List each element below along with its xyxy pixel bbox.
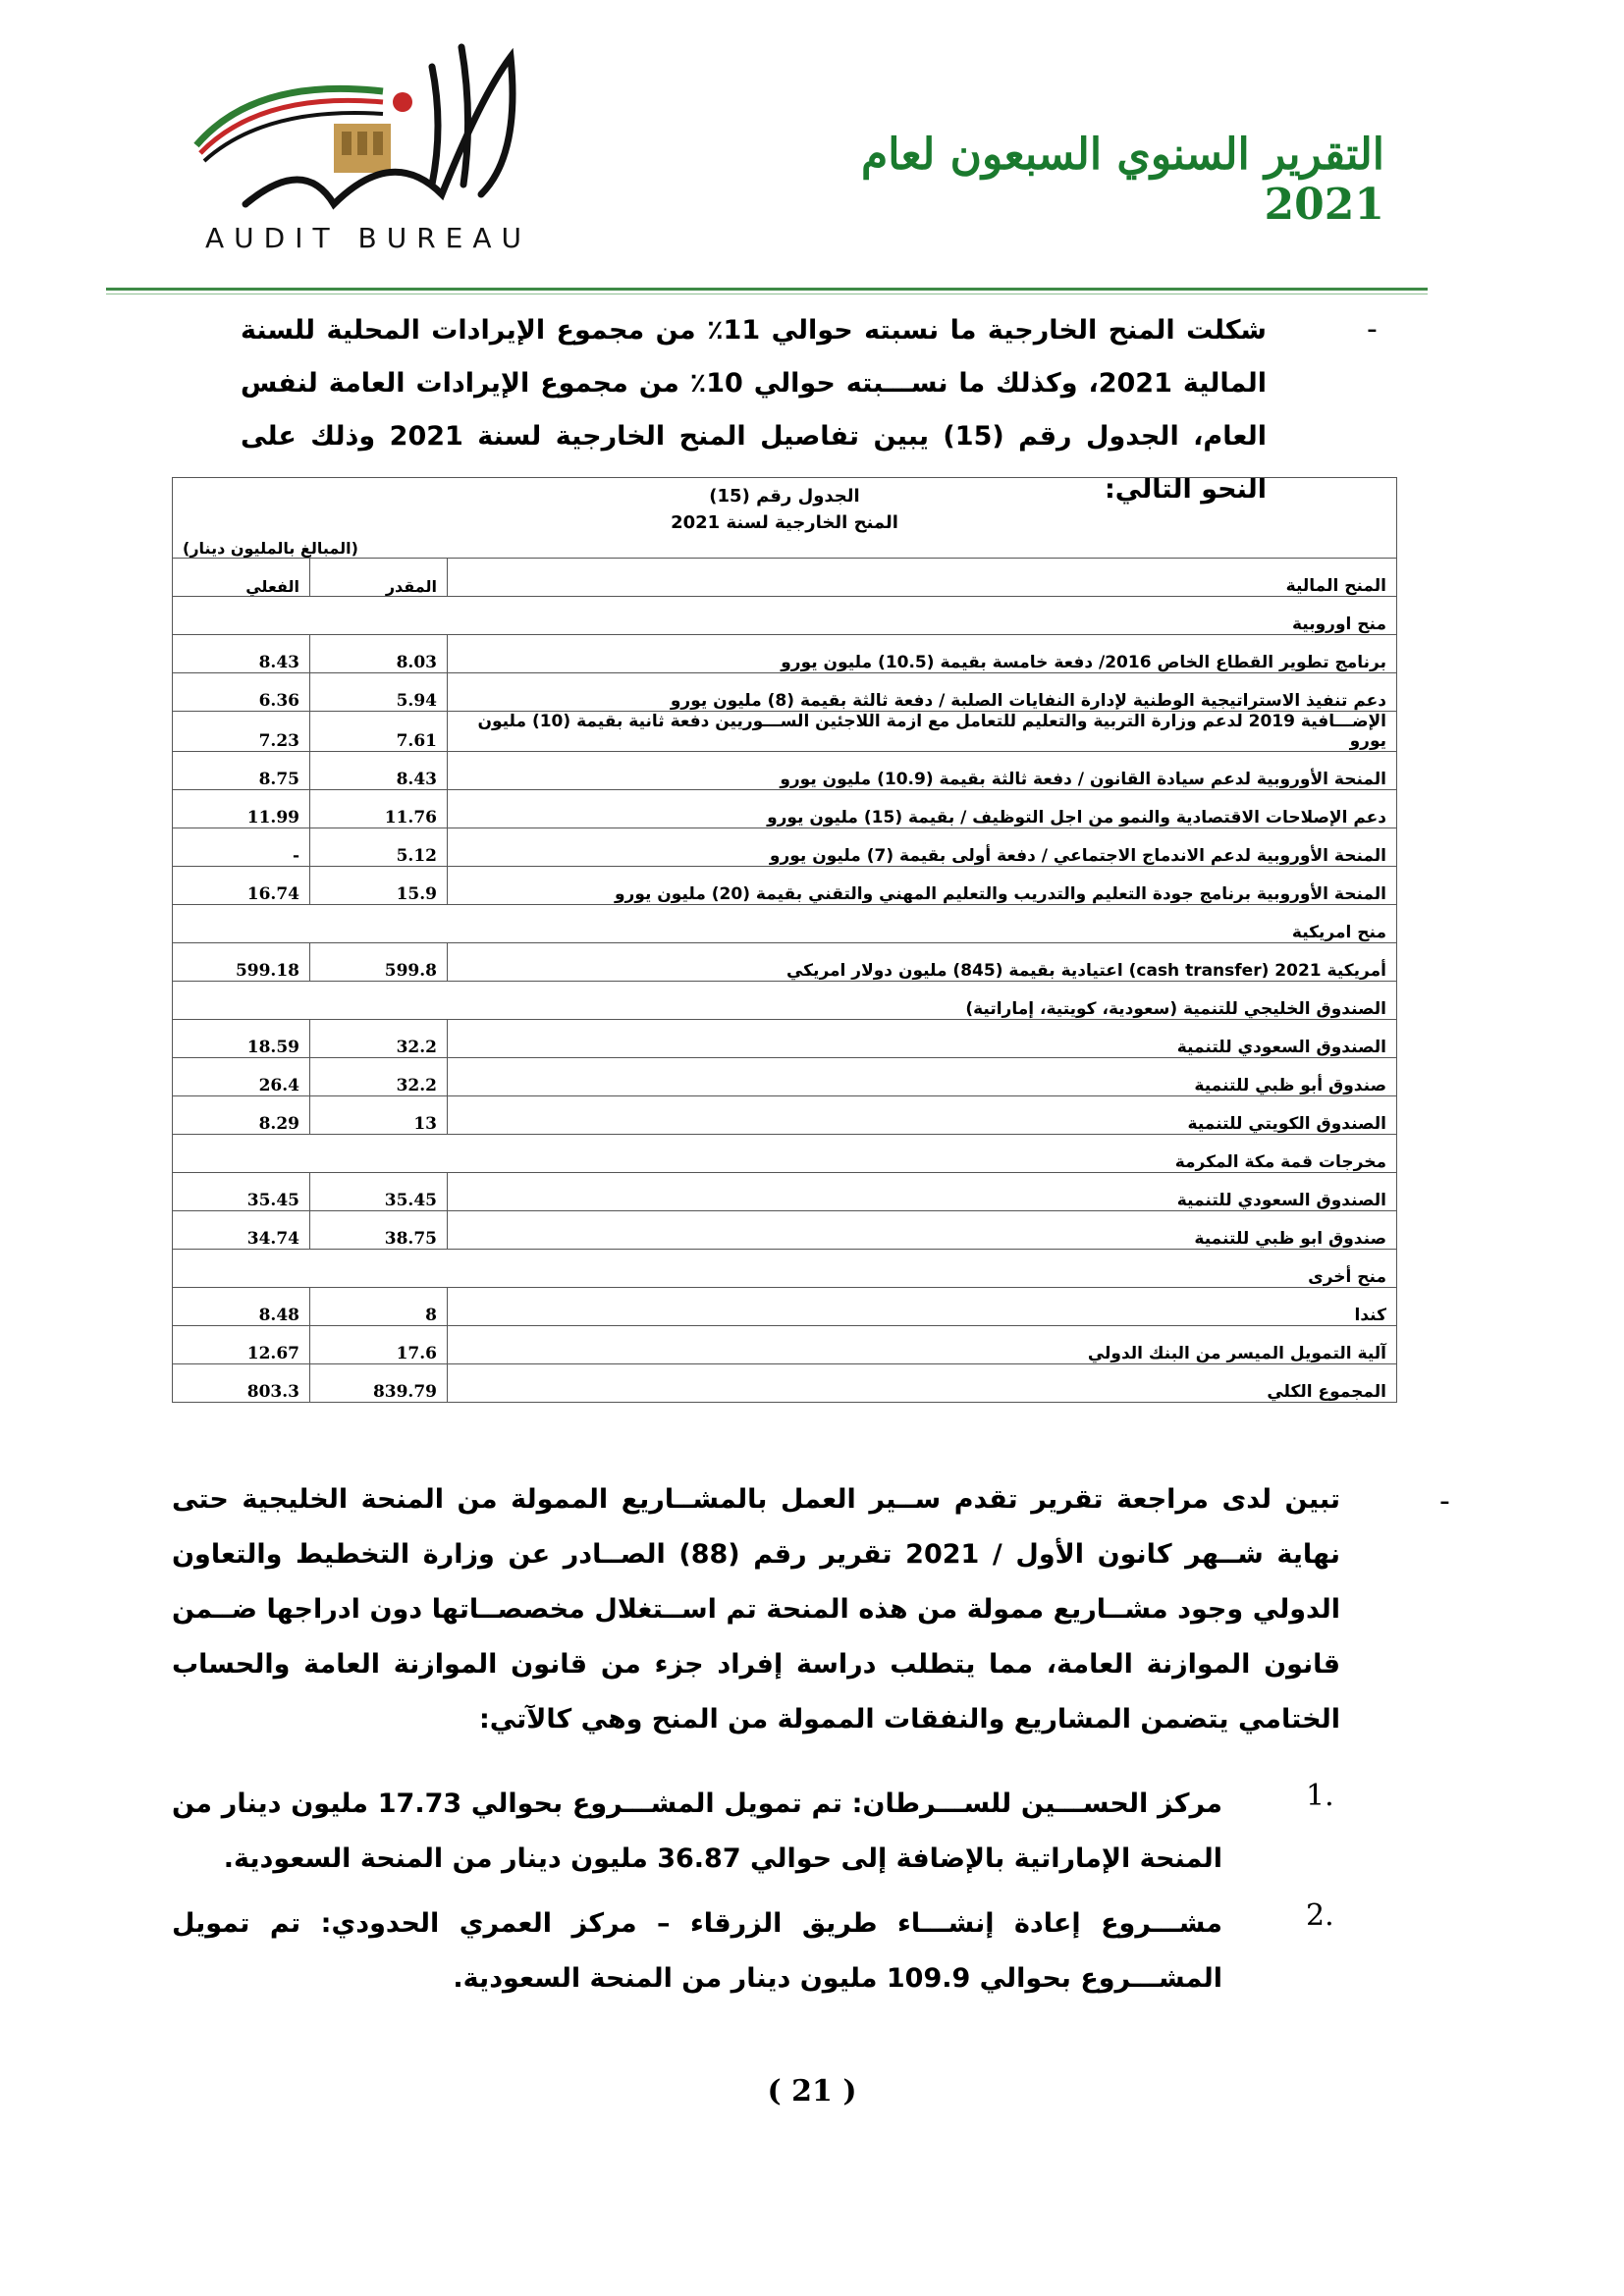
row-estimated: 8.43 (310, 752, 448, 790)
table-row (173, 790, 1397, 828)
row-actual: 12.67 (173, 1326, 310, 1364)
row-estimated: 17.6 (310, 1326, 448, 1364)
row-estimated: 13 (310, 1096, 448, 1135)
header-estimated: المقدر (310, 559, 448, 597)
list-number-2: 2. (1306, 1898, 1334, 1933)
total-estimated: 839.79 (310, 1364, 448, 1403)
table-row (173, 673, 1397, 712)
row-estimated: 7.61 (310, 712, 448, 752)
row-actual: 8.75 (173, 752, 310, 790)
table-row (173, 1096, 1397, 1135)
list-item-1: مركز الحســـين للســـرطان: تم تمويل المشـــروع بحوالي 17.73 مليون دينار من المنحة الإماراتية بالإضافة إلى حوالي 36.87 مليون دينار من المنحة السعودية. (172, 1789, 1222, 1874)
row-desc: الصندوق السعودي للتنمية (448, 1173, 1397, 1211)
external-grants-table (172, 477, 1397, 1403)
row-actual: 11.99 (173, 790, 310, 828)
row-actual: 8.43 (173, 635, 310, 673)
table-row (173, 1288, 1397, 1326)
table-row (173, 1211, 1397, 1250)
row-actual: 8.29 (173, 1096, 310, 1135)
audit-bureau-logo (187, 37, 550, 258)
category-european: منح اوروبية (173, 597, 1397, 635)
row-desc: أمريكية 2021 (cash transfer) اعتيادية بقيمة (845) مليون دولار امريكي (448, 943, 1397, 982)
row-desc: صندوق ابو ظبي للتنمية (448, 1211, 1397, 1250)
row-desc: المنحة الأوروبية لدعم الاندماج الاجتماعي / دفعة أولى بقيمة (7) مليون يورو (448, 828, 1397, 867)
page-number: ( 21 ) (767, 2074, 857, 2109)
table-row (173, 943, 1397, 982)
table-number: الجدول رقم (15) (709, 486, 860, 507)
row-desc: الصندوق السعودي للتنمية (448, 1020, 1397, 1058)
row-actual: 26.4 (173, 1058, 310, 1096)
row-actual: 34.74 (173, 1211, 310, 1250)
logo-subtitle: AUDIT BUREAU (205, 222, 531, 254)
table-row (173, 712, 1397, 752)
row-estimated: 32.2 (310, 1020, 448, 1058)
row-desc: آلية التمويل الميسر من البنك الدولي (448, 1326, 1397, 1364)
row-estimated: 8 (310, 1288, 448, 1326)
row-actual: 16.74 (173, 867, 310, 905)
intro-bullet: - (1367, 312, 1378, 347)
table-row (173, 752, 1397, 790)
row-actual: 35.45 (173, 1173, 310, 1211)
table-row (173, 635, 1397, 673)
table-row (173, 1173, 1397, 1211)
table-row (173, 1326, 1397, 1364)
row-actual: - (173, 828, 310, 867)
table-unit: (المبالغ بالمليون دينار) (183, 539, 358, 558)
row-desc: المنحة الأوروبية برنامج جودة التعليم والتدريب والتعليم المهني والتقني بقيمة (20) مليون يورو (448, 867, 1397, 905)
header-actual: الفعلي (173, 559, 310, 597)
row-actual: 7.23 (173, 712, 310, 752)
table-title: المنح الخارجية لسنة 2021 (671, 512, 898, 533)
category-makkah: مخرجات قمة مكة المكرمة (173, 1135, 1397, 1173)
table-row (173, 1058, 1397, 1096)
row-desc: برنامج تطوير القطاع الخاص 2016/ دفعة خامسة بقيمة (10.5) مليون يورو (448, 635, 1397, 673)
row-desc: دعم الإصلاحات الاقتصادية والنمو من اجل التوظيف / بقيمة (15) مليون يورو (448, 790, 1397, 828)
intro-paragraph: شكلت المنح الخارجية ما نسبته حوالي 11٪ من مجموع الإيرادات المحلية للسنة المالية 2021، وكذلك ما نســـبته حوالي 10٪ من مجموع الإيرادات العامة لنفس العام، الجدول رقم (15) يبين تفاصيل المنح الخارجية لسنة 2021 وذلك على النحو التالي: (241, 315, 1267, 505)
table-header-row (173, 559, 1397, 597)
list-item-2: مشـــروع إعادة إنشـــاء طريق الزرقاء – مركز العمري الحدودي: تم تمويل المشـــروع بحوالي 109.9 مليون دينار من المنحة السعودية. (172, 1908, 1222, 1994)
row-estimated: 35.45 (310, 1173, 448, 1211)
row-desc: الصندوق الكويتي للتنمية (448, 1096, 1397, 1135)
row-estimated: 38.75 (310, 1211, 448, 1250)
row-estimated: 11.76 (310, 790, 448, 828)
row-desc: الإضـــافية 2019 لدعم وزارة التربية والتعليم للتعامل مع ازمة اللاجئين الســـوريين دفعة ثانية بقيمة (10) مليون يورو (448, 712, 1397, 752)
finding-paragraph: تبين لدى مراجعة تقرير تقدم ســير العمل بالمشــاريع الممولة من المنحة الخليجية حتى نهاية شــهر كانون الأول / 2021 تقرير رقم (88) الصــادر عن وزارة التخطيط والتعاون الدولي وجود مشــاريع ممولة من هذه المنحة تم اســتغلال مخصصــاتها دون ادراجها ضــمن قانون الموازنة العامة، مما يتطلب دراسة إفراد جزء من قانون الموازنة العامة والحساب الختامي يتضمن المشاريع والنفقات الممولة من المنح وهي كالآتي: (172, 1484, 1340, 1735)
table-row (173, 828, 1397, 867)
row-estimated: 5.12 (310, 828, 448, 867)
list-number-1: 1. (1306, 1779, 1334, 1813)
row-estimated: 8.03 (310, 635, 448, 673)
row-desc: صندوق أبو ظبي للتنمية (448, 1058, 1397, 1096)
total-desc: المجموع الكلي (448, 1364, 1397, 1403)
row-actual: 599.18 (173, 943, 310, 982)
header-desc: المنح المالية (448, 559, 1397, 597)
category-other: منح أخرى (173, 1250, 1397, 1288)
row-estimated: 599.8 (310, 943, 448, 982)
row-estimated: 5.94 (310, 673, 448, 712)
table-caption (173, 478, 1397, 559)
row-actual: 6.36 (173, 673, 310, 712)
row-actual: 8.48 (173, 1288, 310, 1326)
category-american: منح امريكية (173, 905, 1397, 943)
row-desc: كندا (448, 1288, 1397, 1326)
finding-bullet: - (1439, 1484, 1450, 1519)
total-actual: 803.3 (173, 1364, 310, 1403)
row-actual: 18.59 (173, 1020, 310, 1058)
table-row (173, 1020, 1397, 1058)
logo-emblem-icon (187, 37, 550, 224)
row-estimated: 32.2 (310, 1058, 448, 1096)
row-desc: المنحة الأوروبية لدعم سيادة القانون / دفعة ثالثة بقيمة (10.9) مليون يورو (448, 752, 1397, 790)
table-row (173, 867, 1397, 905)
category-gulf: الصندوق الخليجي للتنمية (سعودية، كويتية، إماراتية) (173, 982, 1397, 1020)
row-desc: دعم تنفيذ الاستراتيجية الوطنية لإدارة النفايات الصلبة / دفعة ثالثة بقيمة (8) مليون يورو (448, 673, 1397, 712)
report-title: التقرير السنوي السبعون لعام 2021 (861, 130, 1384, 230)
total-row (173, 1364, 1397, 1403)
row-estimated: 15.9 (310, 867, 448, 905)
header-divider (106, 288, 1428, 291)
